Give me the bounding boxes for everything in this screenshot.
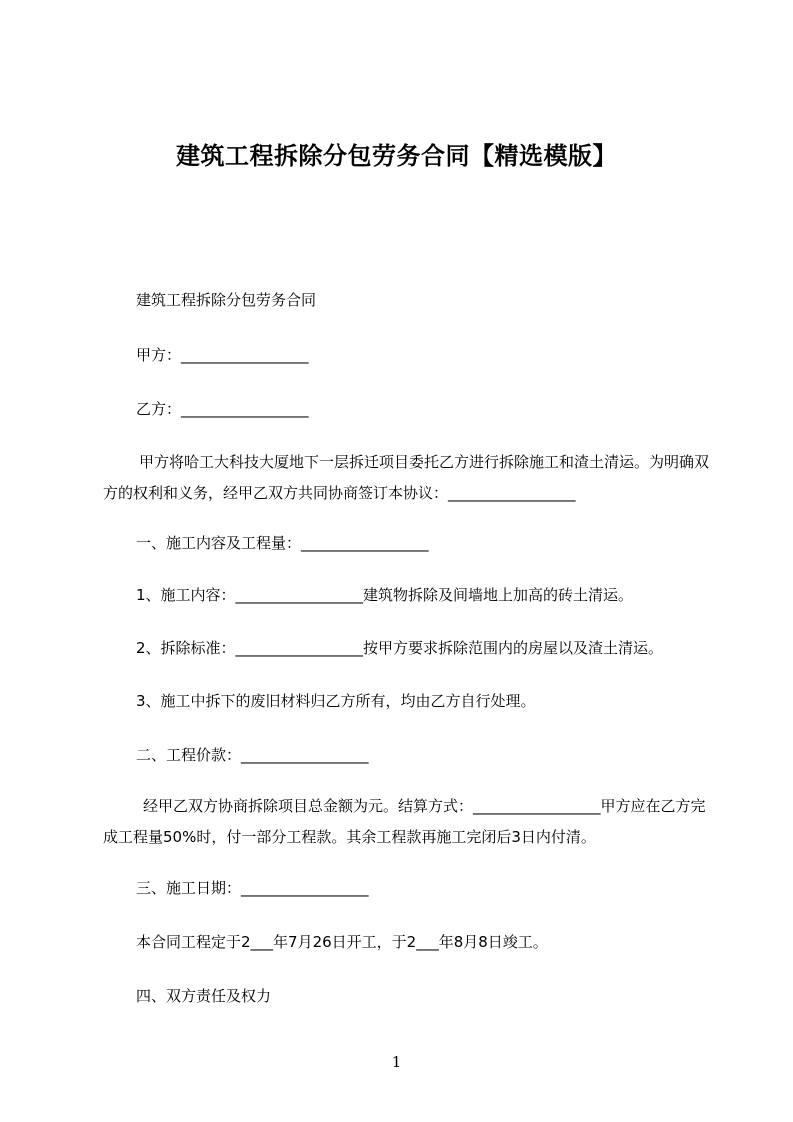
intro-paragraph: 甲方将哈工大科技大厦地下一层拆迁项目委托乙方进行拆除施工和渣土清运。为明确双方的权利和义务，经甲乙双方共同协商签订本协议：_________________ <box>103 453 710 502</box>
party-b-line: 乙方：_________________ <box>136 400 309 418</box>
page-number: 1 <box>391 1053 402 1071</box>
payment-paragraph: 经甲乙双方协商拆除项目总金额为元。结算方式：_________________甲方应在乙方完成工程量50%时，付一部分工程款。其余工程款再施工完闭后3日内付清。 <box>103 797 706 846</box>
document-title: 建筑工程拆除分包劳务合同【精选模版】 <box>176 142 617 170</box>
section-2-heading: 二、工程价款：_________________ <box>136 746 369 764</box>
schedule-line: 本合同工程定于2___年7月26日开工，于2___年8月8日竣工。 <box>136 933 548 951</box>
section-1-heading: 一、施工内容及工程量：_________________ <box>136 534 429 552</box>
section-3-heading: 三、施工日期：_________________ <box>136 879 369 897</box>
clause-1-1: 1、施工内容：_________________建筑物拆除及间墙地上加高的砖土清运。 <box>136 586 634 604</box>
contract-heading: 建筑工程拆除分包劳务合同 <box>136 291 317 309</box>
section-4-heading: 四、双方责任及权力 <box>136 987 272 1005</box>
clause-1-2: 2、拆除标准：_________________按甲方要求拆除范围内的房屋以及渣土清运。 <box>136 639 664 657</box>
party-a-line: 甲方：_________________ <box>136 346 309 364</box>
clause-1-3: 3、施工中拆下的废旧材料归乙方所有，均由乙方自行处理。 <box>136 692 536 710</box>
